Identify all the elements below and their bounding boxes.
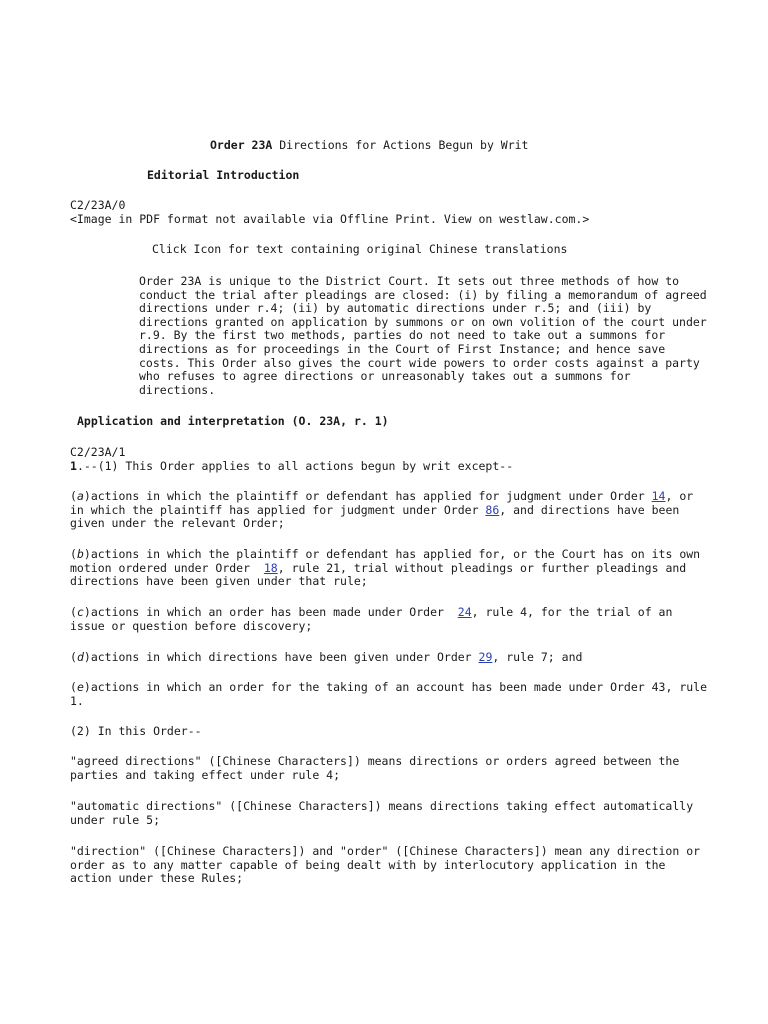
intro-paragraph: Order 23A is unique to the District Court. It sets out three methods of how to conduct the trial after pleadings are closed: (i) by filing a memorandum of agreed directions under r.4; (ii) by automatic directions under r.5; and (iii) by directions granted on application by summons or on own volition of the court under r.9. By the first two methods, parties do not need to take out a summons for directions as for proceedings in the Court of First Instance; and hence save costs. This Order also gives the court wide powers to order costs against a party who refuses to agree directions or unreasonably takes out a summons for directions. — [139, 274, 714, 397]
chinese-translation-note: Click Icon for text containing original Chinese translations — [152, 242, 568, 256]
para-e: (e)actions in which an order for the taking of an account has been made under Order 43, rule 1. — [70, 680, 714, 708]
order-14-link[interactable]: 14 — [651, 489, 666, 503]
para-b-text: actions in which the plaintiff or defendant has applied for, or the Court has on its own motion ordered under Order — [70, 547, 708, 575]
rule-number: 1 — [70, 459, 77, 473]
para-a: (a)actions in which the plaintiff or defendant has applied for judgment under Order 14, or in which the plaintiff has applied for judgment under Order 86, and directions have been given under the relevant Order; — [70, 489, 701, 531]
para-c-text-2: , rule 4, for the trial of an issue or question before discovery; — [70, 605, 680, 633]
para-b-letter: b — [76, 547, 84, 561]
para-e-letter: e — [76, 680, 84, 694]
para-d-text-2: , rule 7; and — [492, 650, 583, 664]
rule1-lead-text: .--(1) This Order applies to all actions begun by writ except-- — [76, 459, 514, 473]
editorial-heading: Editorial Introduction — [147, 168, 300, 182]
para-c: (c)actions in which an order has been made under Order 24, rule 4, for the trial of an issue or question before discovery; — [70, 605, 680, 633]
para-e-text: actions in which an order for the taking of an account has been made under Order 43, rule 1. — [70, 680, 714, 708]
order-title-line — [210, 139, 529, 153]
para-d-letter: d — [76, 650, 84, 664]
definition-agreed-directions: "agreed directions" ([Chinese Characters]) means directions or orders agreed between the parties and taking effect under rule 4; — [70, 754, 687, 782]
para-b-text-2: , rule 21, trial without pleadings or further pleadings and directions have been given under that rule; — [70, 560, 694, 589]
para-b: (b)actions in which the plaintiff or defendant has applied for, or the Court has on its own motion ordered under Order 18, rule 21, trial without pleadings or further pleadings and directions have been given under that rule; — [70, 547, 708, 589]
definition-direction-order: "direction" ([Chinese Characters]) and "order" ([Chinese Characters]) mean any direction or order as to any matter capable of being dealt with by interlocutory application in the action under these Rules; — [70, 844, 707, 886]
para-a-text-3: , and directions have been given under the relevant Order; — [70, 502, 687, 531]
order-label: Order 23A — [210, 138, 273, 152]
para-d: (d)actions in which directions have been given under Order 29, rule 7; and — [70, 650, 583, 664]
para-d-text: actions in which directions have been given under Order — [90, 650, 479, 664]
rule1-heading: Application and interpretation (O. 23A, r. 1) — [77, 414, 389, 428]
para-c-letter: c — [76, 605, 84, 619]
order-24-link[interactable]: 24 — [457, 605, 472, 619]
order-18-link[interactable]: 18 — [263, 560, 278, 575]
para-a-text-2: , or in which the plaintiff has applied for judgment under Order — [70, 489, 701, 517]
definition-automatic-directions: "automatic directions" ([Chinese Characters]) means directions taking effect automatically under rule 5; — [70, 799, 701, 827]
para-c-text: actions in which an order has been made under Order — [90, 605, 458, 619]
intro-code: C2/23A/0 — [70, 198, 126, 212]
image-notice: <Image in PDF format not available via Offline Print. View on westlaw.com.> — [70, 212, 590, 226]
order-title: Directions for Actions Begun by Writ — [272, 138, 529, 152]
para-a-letter: a — [76, 489, 84, 503]
rule1-code: C2/23A/1 — [70, 445, 126, 459]
subrule-2: (2) In this Order-- — [70, 724, 202, 738]
order-29-link[interactable]: 29 — [478, 650, 493, 664]
para-a-text: actions in which the plaintiff or defendant has applied for judgment under Order — [90, 489, 652, 503]
order-86-link[interactable]: 86 — [485, 502, 500, 517]
rule1-lead — [70, 460, 710, 474]
